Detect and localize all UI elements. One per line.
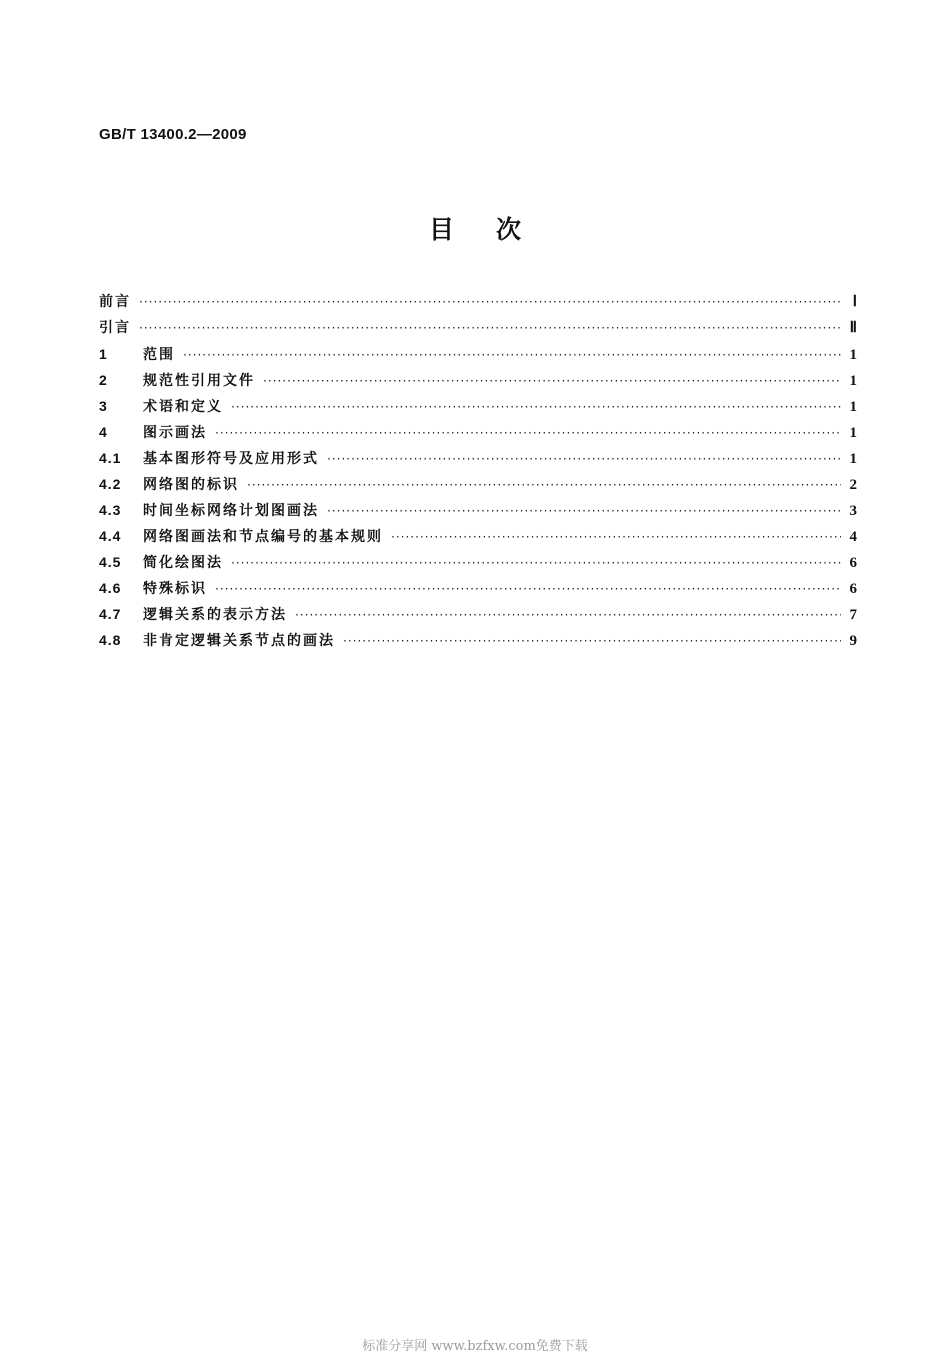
toc-entry-number: 4.5 [99, 554, 122, 570]
standard-number: GB/T 13400.2—2009 [99, 126, 247, 143]
toc-entry-4-8[interactable] [99, 627, 857, 653]
toc-entry-page: 1 [849, 451, 857, 467]
toc-entry-page: 6 [849, 555, 857, 571]
toc-leader-dots [327, 498, 841, 524]
toc-entry-4-2[interactable] [99, 471, 857, 497]
toc-entry-number: 4.3 [99, 502, 122, 518]
toc-entry-page: 9 [849, 633, 857, 649]
toc-entry-page: 2 [849, 477, 857, 493]
toc-entry-page: Ⅱ [849, 320, 857, 336]
toc-leader-dots [231, 550, 841, 576]
toc-entry-label: 引言 [99, 320, 131, 336]
toc-title-char-1: 目 [428, 215, 454, 244]
toc-leader-dots [263, 368, 841, 394]
toc-entry-label: 网络图画法和节点编号的基本规则 [143, 529, 383, 545]
toc-entry-number: 4 [99, 424, 108, 440]
toc-leader-dots [139, 289, 841, 315]
footer-watermark: 标准分享网 www.bzfxw.com免费下载 [362, 1339, 588, 1354]
toc-leader-dots [231, 394, 841, 420]
toc-entry-label: 网络图的标识 [143, 477, 239, 493]
toc-entry-2[interactable] [99, 367, 857, 393]
toc-entry-number: 4.1 [99, 450, 122, 466]
toc-entry-4-3[interactable] [99, 497, 857, 523]
toc-entry-number: 4.7 [99, 606, 122, 622]
toc-entry-number: 4.4 [99, 528, 122, 544]
toc-entry-number: 4.6 [99, 580, 122, 596]
toc-entry-4-7[interactable] [99, 601, 857, 627]
toc-entry-page: 4 [849, 529, 857, 545]
toc-leader-dots [215, 576, 841, 602]
toc-entry-1[interactable] [99, 341, 857, 367]
toc-entry-introduction[interactable] [99, 315, 857, 341]
toc-entry-label: 规范性引用文件 [143, 373, 255, 389]
toc-entry-number: 4.8 [99, 632, 122, 648]
toc-entry-page: 6 [849, 581, 857, 597]
toc-leader-dots [215, 420, 841, 446]
toc-entry-4-4[interactable] [99, 523, 857, 549]
toc-entry-label: 时间坐标网络计划图画法 [143, 503, 319, 519]
toc-entry-page: 3 [849, 503, 857, 519]
toc-entry-foreword[interactable] [99, 289, 857, 315]
toc-leader-dots [327, 446, 841, 472]
toc-leader-dots [183, 342, 841, 368]
toc-entry-label: 图示画法 [143, 425, 207, 441]
toc-entry-number: 2 [99, 372, 108, 388]
toc-entry-label: 简化绘图法 [143, 555, 223, 571]
toc-entry-label: 前言 [99, 294, 131, 310]
toc-entry-4-1[interactable] [99, 445, 857, 471]
toc-entry-4-5[interactable] [99, 549, 857, 575]
toc-entry-3[interactable] [99, 393, 857, 419]
toc-entry-number: 3 [99, 398, 108, 414]
toc-entry-page: 1 [849, 347, 857, 363]
toc-entry-page: 7 [849, 607, 857, 623]
toc-entry-label: 特殊标识 [143, 581, 207, 597]
toc-leader-dots [247, 472, 841, 498]
toc-entry-page: 1 [849, 425, 857, 441]
toc-leader-dots [391, 524, 841, 550]
toc-entry-label: 逻辑关系的表示方法 [143, 607, 287, 623]
toc-entry-page: 1 [849, 373, 857, 389]
toc-entry-label: 术语和定义 [143, 399, 223, 415]
toc-entry-page: Ⅰ [852, 294, 857, 310]
toc-entry-label: 范围 [143, 347, 175, 363]
toc-leader-dots [139, 315, 841, 341]
toc-title-char-2: 次 [496, 215, 522, 244]
toc-entry-label: 基本图形符号及应用形式 [143, 451, 319, 467]
toc-entry-4-6[interactable] [99, 575, 857, 601]
toc-leader-dots [343, 628, 841, 654]
toc-title [0, 210, 950, 246]
toc-entry-4[interactable] [99, 419, 857, 445]
toc-entry-number: 4.2 [99, 476, 122, 492]
toc-entry-label: 非肯定逻辑关系节点的画法 [143, 633, 335, 649]
toc-entry-page: 1 [849, 399, 857, 415]
toc-list [99, 289, 857, 653]
toc-entry-number: 1 [99, 346, 108, 362]
toc-leader-dots [295, 602, 841, 628]
